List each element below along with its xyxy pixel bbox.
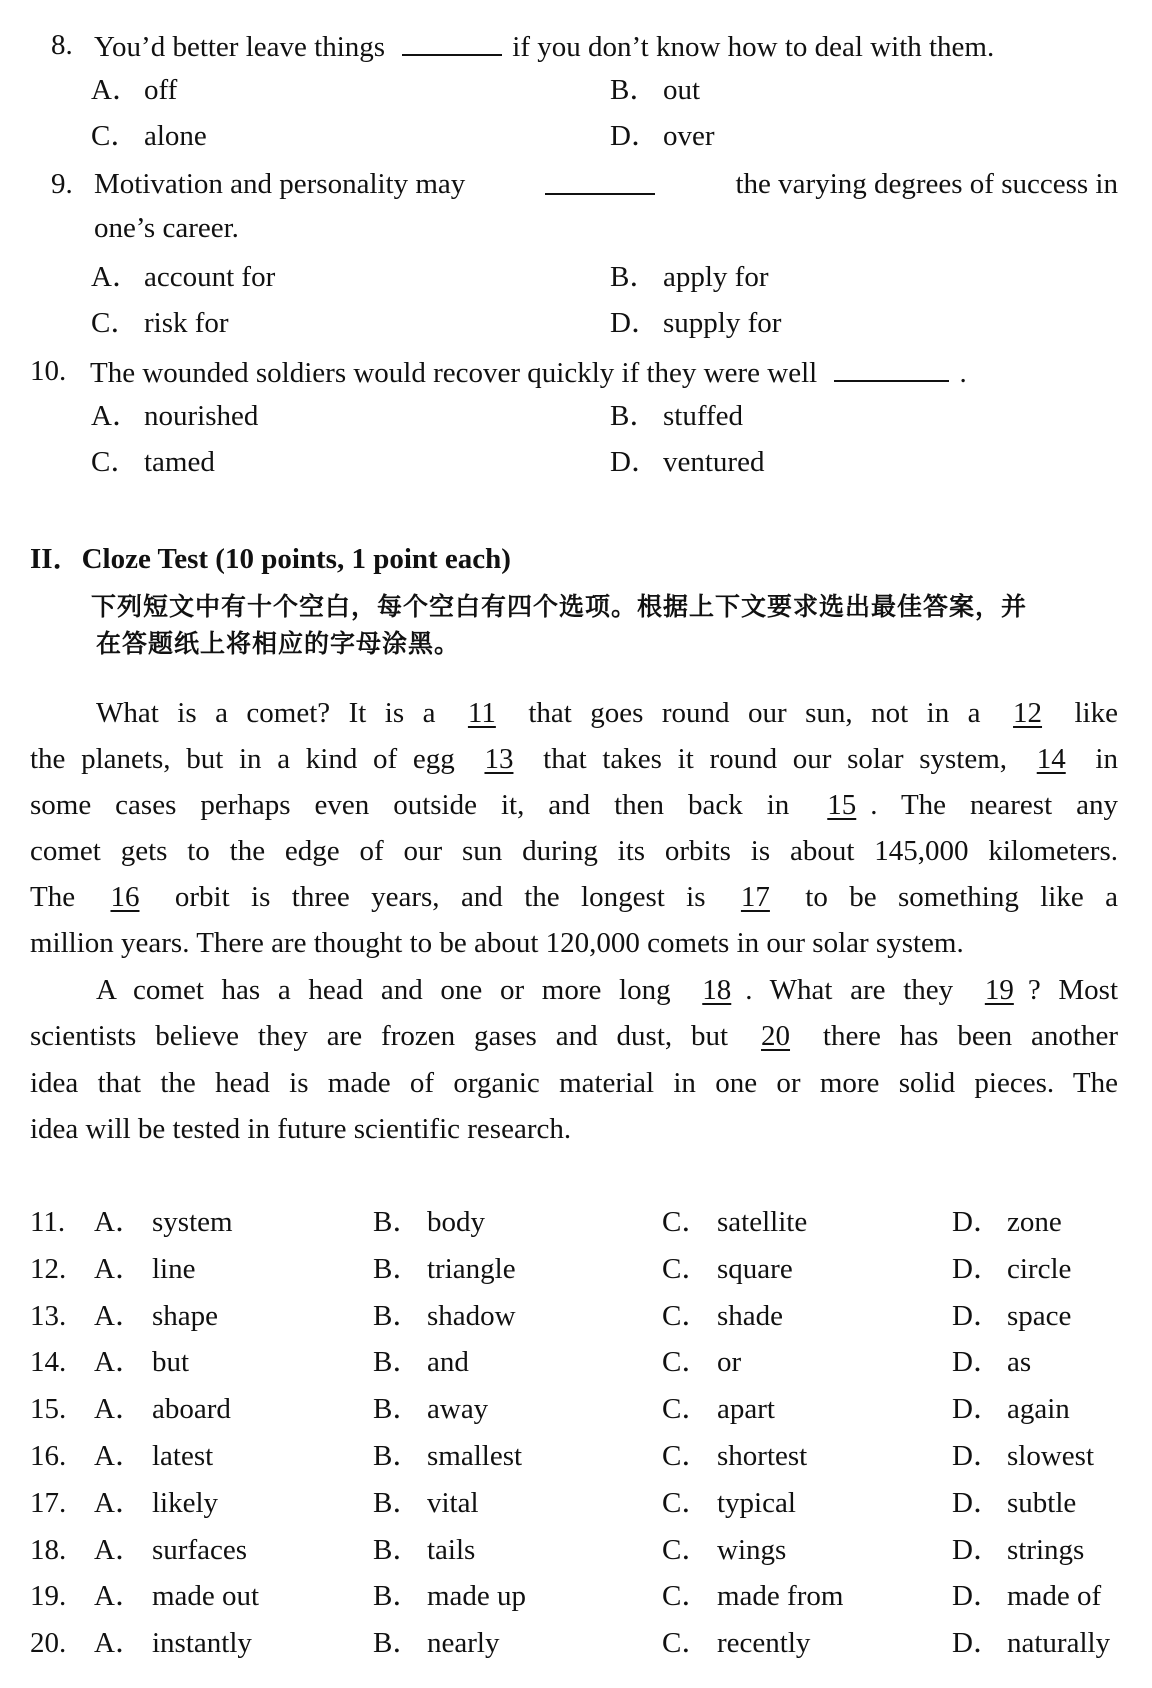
- option-b-text: away: [427, 1393, 489, 1426]
- option-text: tamed: [144, 446, 215, 478]
- stem-text: the varying degrees of success in: [735, 168, 1118, 200]
- option-d-text: strings: [1007, 1533, 1085, 1566]
- option-a-text: shape: [152, 1299, 219, 1332]
- option-b-text: and: [427, 1346, 469, 1379]
- option-c-text: made from: [717, 1580, 844, 1613]
- option-c: [91, 445, 215, 479]
- option-c-text: satellite: [717, 1206, 808, 1238]
- option-letter: C．: [662, 1252, 711, 1285]
- option-text: apply for: [663, 261, 769, 293]
- option-letter: D．: [610, 307, 660, 339]
- question-number: 16.: [30, 1440, 67, 1472]
- option-letter: C．: [662, 1440, 711, 1472]
- option-letter: B．: [610, 400, 659, 432]
- option-a: [91, 73, 177, 107]
- option-text: account for: [144, 261, 276, 293]
- passage-line: [30, 834, 1118, 868]
- passage-text: orbit is three years, and the longest is: [153, 881, 727, 913]
- option-d-text: as: [1007, 1346, 1032, 1379]
- option-c: [91, 119, 207, 153]
- passage-text: the planets, but in a kind of egg: [30, 743, 471, 775]
- option-letter: D．: [952, 1346, 1002, 1379]
- answer-blank: [402, 28, 502, 56]
- option-letter: A．: [94, 1299, 144, 1332]
- stem-text: The wounded soldiers would recover quickly if they were well: [90, 357, 825, 389]
- option-a-text: but: [152, 1346, 190, 1379]
- cloze-blank: 17: [740, 881, 770, 913]
- cloze-blank: 18: [702, 974, 732, 1006]
- option-a-text: likely: [152, 1486, 219, 1519]
- passage-line: [96, 696, 1118, 730]
- option-a-text: line: [152, 1252, 196, 1285]
- option-text: ventured: [663, 446, 765, 478]
- option-c-text: apart: [717, 1393, 775, 1426]
- passage-text: . The nearest any: [870, 789, 1118, 821]
- option-letter: D．: [610, 446, 660, 478]
- option-c: [91, 306, 229, 340]
- option-letter: A．: [94, 1533, 144, 1566]
- option-letter: A．: [91, 261, 141, 293]
- option-text: off: [144, 74, 178, 106]
- option-letter: C．: [91, 307, 140, 339]
- question-number: 17.: [30, 1486, 67, 1519]
- option-letter: C．: [662, 1627, 711, 1660]
- question-number: 15.: [30, 1393, 67, 1426]
- option-d-text: slowest: [1007, 1440, 1094, 1472]
- option-letter: A．: [94, 1627, 144, 1660]
- option-d-text: zone: [1007, 1206, 1062, 1238]
- option-d-text: again: [1007, 1393, 1070, 1426]
- option-d-text: naturally: [1007, 1627, 1111, 1660]
- stem-text: if you don’t know how to deal with them.: [512, 31, 995, 63]
- option-b-text: triangle: [427, 1252, 516, 1285]
- option-letter: A．: [94, 1440, 144, 1472]
- option-letter: C．: [662, 1393, 711, 1426]
- stem-text: You’d better leave things: [94, 31, 393, 63]
- option-d-text: space: [1007, 1299, 1072, 1332]
- question-number: 13.: [30, 1299, 67, 1332]
- option-letter: A．: [94, 1580, 144, 1613]
- option-letter: D．: [952, 1206, 1002, 1238]
- option-letter: B．: [373, 1206, 422, 1238]
- instruction-line-2: 在答题纸上将相应的字母涂黑。: [96, 629, 461, 658]
- option-letter: A．: [94, 1393, 144, 1426]
- option-text: risk for: [144, 307, 229, 339]
- option-b-text: body: [427, 1206, 485, 1238]
- answer-blank: [545, 167, 655, 195]
- question-stem: [90, 354, 967, 390]
- stem-text: Motivation and personality may: [94, 168, 466, 200]
- option-letter: D．: [952, 1627, 1002, 1660]
- question-stem-cont: one’s career.: [94, 212, 239, 244]
- option-a-text: instantly: [152, 1627, 252, 1660]
- question-number: 19.: [30, 1580, 67, 1613]
- option-d: [610, 119, 715, 153]
- option-letter: B．: [373, 1346, 422, 1379]
- passage-line: [30, 1066, 1118, 1100]
- question-stem: [94, 28, 994, 64]
- passage-text: that takes it round our solar system,: [527, 743, 1023, 775]
- passage-line: [30, 926, 1118, 960]
- option-d-text: made of: [1007, 1580, 1102, 1613]
- option-letter: D．: [952, 1580, 1002, 1613]
- option-letter: B．: [373, 1627, 422, 1660]
- option-d-text: subtle: [1007, 1486, 1077, 1519]
- option-letter: B．: [610, 74, 659, 106]
- instruction-line-1: 下列短文中有十个空白，每个空白有四个选项。根据上下文要求选出最佳答案，并: [91, 592, 1028, 621]
- option-letter: B．: [373, 1533, 422, 1566]
- option-b: [610, 260, 769, 294]
- option-c-text: typical: [717, 1486, 796, 1519]
- passage-text: scientists believe they are frozen gases and dust, but: [30, 1020, 748, 1052]
- option-a-text: latest: [152, 1440, 214, 1472]
- option-a: [91, 260, 275, 294]
- option-b-text: vital: [427, 1486, 479, 1519]
- option-text: over: [663, 120, 715, 152]
- cloze-blank: 13: [484, 743, 514, 775]
- cloze-blank: 15: [827, 789, 857, 821]
- option-letter: B．: [373, 1393, 422, 1426]
- option-b-text: nearly: [427, 1627, 500, 1660]
- option-c-text: or: [717, 1346, 742, 1379]
- option-c-text: wings: [717, 1533, 787, 1566]
- option-letter: C．: [662, 1533, 711, 1566]
- option-letter: C．: [662, 1486, 711, 1519]
- option-letter: B．: [610, 261, 659, 293]
- option-a-text: made out: [152, 1580, 260, 1613]
- passage-text: idea will be tested in future scientific research.: [30, 1113, 572, 1145]
- option-letter: C．: [662, 1346, 711, 1379]
- passage-line: [30, 788, 1118, 822]
- question-number: 11.: [30, 1206, 66, 1238]
- option-text: nourished: [144, 400, 259, 432]
- option-letter: A．: [91, 400, 141, 432]
- question-number: 9.: [51, 168, 73, 200]
- option-b: [610, 399, 743, 433]
- question-number: 10.: [30, 355, 67, 387]
- option-c-text: shortest: [717, 1440, 808, 1472]
- option-b-text: tails: [427, 1533, 476, 1566]
- option-text: out: [663, 74, 701, 106]
- option-letter: A．: [94, 1206, 144, 1238]
- question-number: 18.: [30, 1533, 67, 1566]
- option-letter: B．: [373, 1440, 422, 1472]
- option-letter: A．: [94, 1486, 144, 1519]
- cloze-blank: 16: [110, 881, 140, 913]
- question-number: 14.: [30, 1346, 67, 1379]
- option-text: alone: [144, 120, 207, 152]
- option-c-text: square: [717, 1252, 793, 1285]
- option-d-text: circle: [1007, 1252, 1072, 1285]
- option-letter: D．: [952, 1252, 1002, 1285]
- passage-text: some cases perhaps even outside it, and then back in: [30, 789, 814, 821]
- option-c-text: recently: [717, 1627, 811, 1660]
- passage-text: million years. There are thought to be about 120,000 comets in our solar system.: [30, 927, 964, 959]
- cloze-blank: 20: [761, 1020, 791, 1052]
- option-a-text: surfaces: [152, 1533, 248, 1566]
- option-letter: D．: [952, 1393, 1002, 1426]
- option-letter: D．: [610, 120, 660, 152]
- cloze-blank: 12: [1013, 697, 1043, 729]
- option-letter: A．: [94, 1252, 144, 1285]
- passage-text: The: [30, 881, 97, 913]
- passage-line: [30, 1112, 1118, 1146]
- option-b-text: made up: [427, 1580, 527, 1613]
- passage-line: [30, 742, 1118, 776]
- option-a-text: system: [152, 1206, 233, 1238]
- option-d: [610, 306, 781, 340]
- option-letter: B．: [373, 1486, 422, 1519]
- passage-text: A comet has a head and one or more long: [96, 974, 689, 1006]
- passage-text: in: [1079, 743, 1118, 775]
- option-letter: C．: [662, 1299, 711, 1332]
- option-b-text: smallest: [427, 1440, 523, 1472]
- option-letter: D．: [952, 1533, 1002, 1566]
- answer-blank: [834, 354, 949, 382]
- option-c-text: shade: [717, 1299, 784, 1332]
- option-letter: C．: [662, 1206, 711, 1238]
- option-a-text: aboard: [152, 1393, 231, 1426]
- option-letter: C．: [91, 446, 140, 478]
- question-number: 8.: [51, 29, 73, 61]
- question-number: 12.: [30, 1252, 67, 1285]
- option-text: stuffed: [663, 400, 744, 432]
- option-letter: D．: [952, 1299, 1002, 1332]
- stem-text: .: [959, 357, 967, 389]
- option-b: [610, 73, 700, 107]
- section-title: II．Cloze Test (10 points, 1 point each): [30, 543, 511, 575]
- option-letter: B．: [373, 1299, 422, 1332]
- passage-line: [96, 973, 1118, 1007]
- option-b-text: shadow: [427, 1299, 516, 1332]
- cloze-blank: 14: [1036, 743, 1066, 775]
- passage-text: comet gets to the edge of our sun during its orbits is about 145,000 kilometers.: [30, 835, 1118, 867]
- option-letter: C．: [662, 1580, 711, 1613]
- question-stem: [94, 167, 1118, 201]
- passage-text: that goes round our sun, not in a: [509, 697, 1000, 729]
- option-d: [610, 445, 764, 479]
- cloze-blank: 11: [467, 697, 496, 729]
- option-text: supply for: [663, 307, 782, 339]
- option-a: [91, 399, 258, 433]
- passage-line: [30, 1019, 1118, 1053]
- option-letter: D．: [952, 1486, 1002, 1519]
- passage-text: What is a comet? It is a: [96, 697, 454, 729]
- passage-text: to be something like a: [783, 881, 1118, 913]
- passage-text: idea that the head is made of organic material in one or more solid pieces. The: [30, 1067, 1118, 1099]
- option-letter: A．: [94, 1346, 144, 1379]
- option-letter: B．: [373, 1580, 422, 1613]
- passage-text: there has been another: [804, 1020, 1118, 1052]
- passage-text: . What are they: [745, 974, 971, 1006]
- passage-line: [30, 880, 1118, 914]
- passage-text: ? Most: [1027, 974, 1119, 1006]
- option-letter: B．: [373, 1252, 422, 1285]
- option-letter: C．: [91, 120, 140, 152]
- question-number: 20.: [30, 1627, 67, 1660]
- option-letter: D．: [952, 1440, 1002, 1472]
- cloze-blank: 19: [984, 974, 1014, 1006]
- option-letter: A．: [91, 74, 141, 106]
- passage-text: like: [1056, 697, 1118, 729]
